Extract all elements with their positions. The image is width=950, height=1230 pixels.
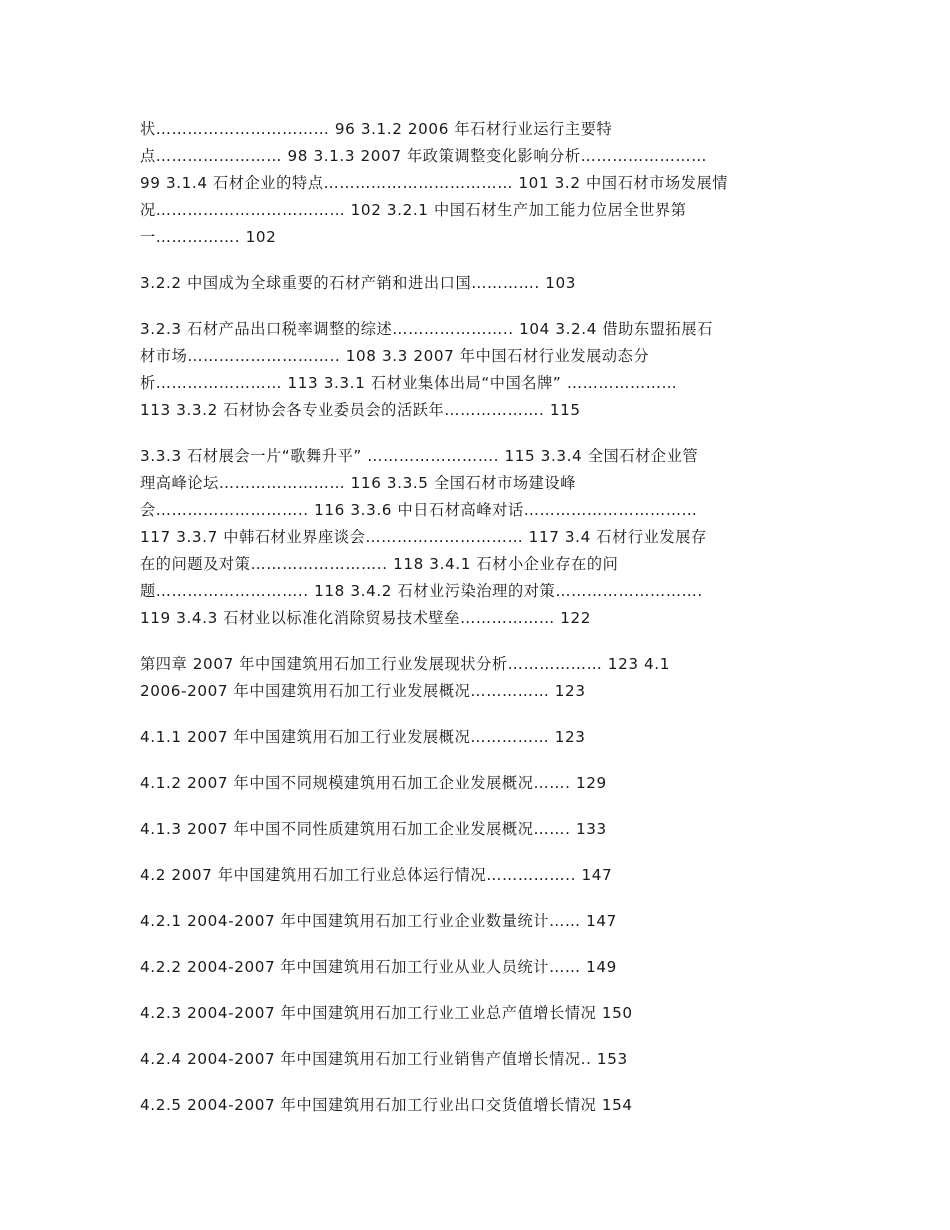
toc-paragraph (140, 724, 820, 751)
toc-page (140, 116, 820, 1138)
toc-line: 3.2.2 中国成为全球重要的石材产销和进出口国…………. 103 (140, 274, 577, 292)
toc-line: 4.2.4 2004-2007 年中国建筑用石加工行业销售产值增长情况.. 153 (140, 1050, 628, 1068)
toc-line: 117 3.3.7 中韩石材业界座谈会………………………… 117 3.4 石材行业发展存 (140, 528, 707, 546)
toc-paragraph (140, 908, 820, 935)
toc-paragraph (140, 1000, 820, 1027)
toc-paragraph (140, 651, 820, 705)
toc-line: 99 3.1.4 石材企业的特点……………………………… 101 3.2 中国石材市场发展情 (140, 174, 729, 192)
toc-paragraph (140, 1046, 820, 1073)
toc-line: 4.2.2 2004-2007 年中国建筑用石加工行业从业人员统计…… 149 (140, 958, 617, 976)
toc-line: 题……………………….. 118 3.4.2 石材业污染治理的对策………………………. (140, 582, 703, 600)
toc-line: 3.2.3 石材产品出口税率调整的综述………………….. 104 3.2.4 借助东盟拓展石 (140, 320, 713, 338)
toc-paragraph (140, 116, 820, 251)
toc-line: 理高峰论坛…………………… 116 3.3.5 全国石材市场建设峰 (140, 474, 577, 492)
toc-line: 119 3.4.3 石材业以标准化消除贸易技术壁垒……………… 122 (140, 609, 592, 627)
toc-line: 析…………………… 113 3.3.1 石材业集体出局“中国名牌” ………………… (140, 374, 678, 392)
toc-paragraph (140, 443, 820, 632)
toc-line: 第四章 2007 年中国建筑用石加工行业发展现状分析……………… 123 4.1 (140, 655, 670, 673)
toc-line: 2006-2007 年中国建筑用石加工行业发展概况…………… 123 (140, 682, 586, 700)
toc-paragraph (140, 862, 820, 889)
toc-line: 4.1.2 2007 年中国不同规模建筑用石加工企业发展概况……. 129 (140, 774, 607, 792)
toc-line: 4.2.1 2004-2007 年中国建筑用石加工行业企业数量统计…… 147 (140, 912, 617, 930)
toc-line: 4.2.5 2004-2007 年中国建筑用石加工行业出口交货值增长情况 154 (140, 1096, 633, 1114)
toc-line: 在的问题及对策…………………….. 118 3.4.1 石材小企业存在的问 (140, 555, 619, 573)
toc-paragraph (140, 316, 820, 424)
toc-paragraph (140, 270, 820, 297)
toc-line: 状…………………………… 96 3.1.2 2006 年石材行业运行主要特 (140, 120, 613, 138)
toc-line: 4.2 2007 年中国建筑用石加工行业总体运行情况…………….. 147 (140, 866, 613, 884)
toc-line: 3.3.3 石材展会一片“歌舞升平” ……………………. 115 3.3.4 全国石材企业管 (140, 447, 699, 465)
toc-line: 4.1.3 2007 年中国不同性质建筑用石加工企业发展概况……. 133 (140, 820, 607, 838)
toc-paragraph (140, 1092, 820, 1119)
toc-line: 材市场……………………….. 108 3.3 2007 年中国石材行业发展动态分 (140, 347, 650, 365)
toc-line: 4.1.1 2007 年中国建筑用石加工行业发展概况…………… 123 (140, 728, 586, 746)
toc-paragraph (140, 770, 820, 797)
toc-paragraph (140, 954, 820, 981)
toc-line: 会……………………….. 116 3.3.6 中日石材高峰对话…………………………… (140, 501, 698, 519)
toc-line: 113 3.3.2 石材协会各专业委员会的活跃年………………. 115 (140, 401, 581, 419)
toc-line: 4.2.3 2004-2007 年中国建筑用石加工行业工业总产值增长情况 150 (140, 1004, 633, 1022)
toc-line: 一……………. 102 (140, 228, 277, 246)
toc-paragraph (140, 816, 820, 843)
toc-line: 点…………………… 98 3.1.3 2007 年政策调整变化影响分析…………………… (140, 147, 707, 165)
toc-line: 况……………………………… 102 3.2.1 中国石材生产加工能力位居全世界第 (140, 201, 687, 219)
